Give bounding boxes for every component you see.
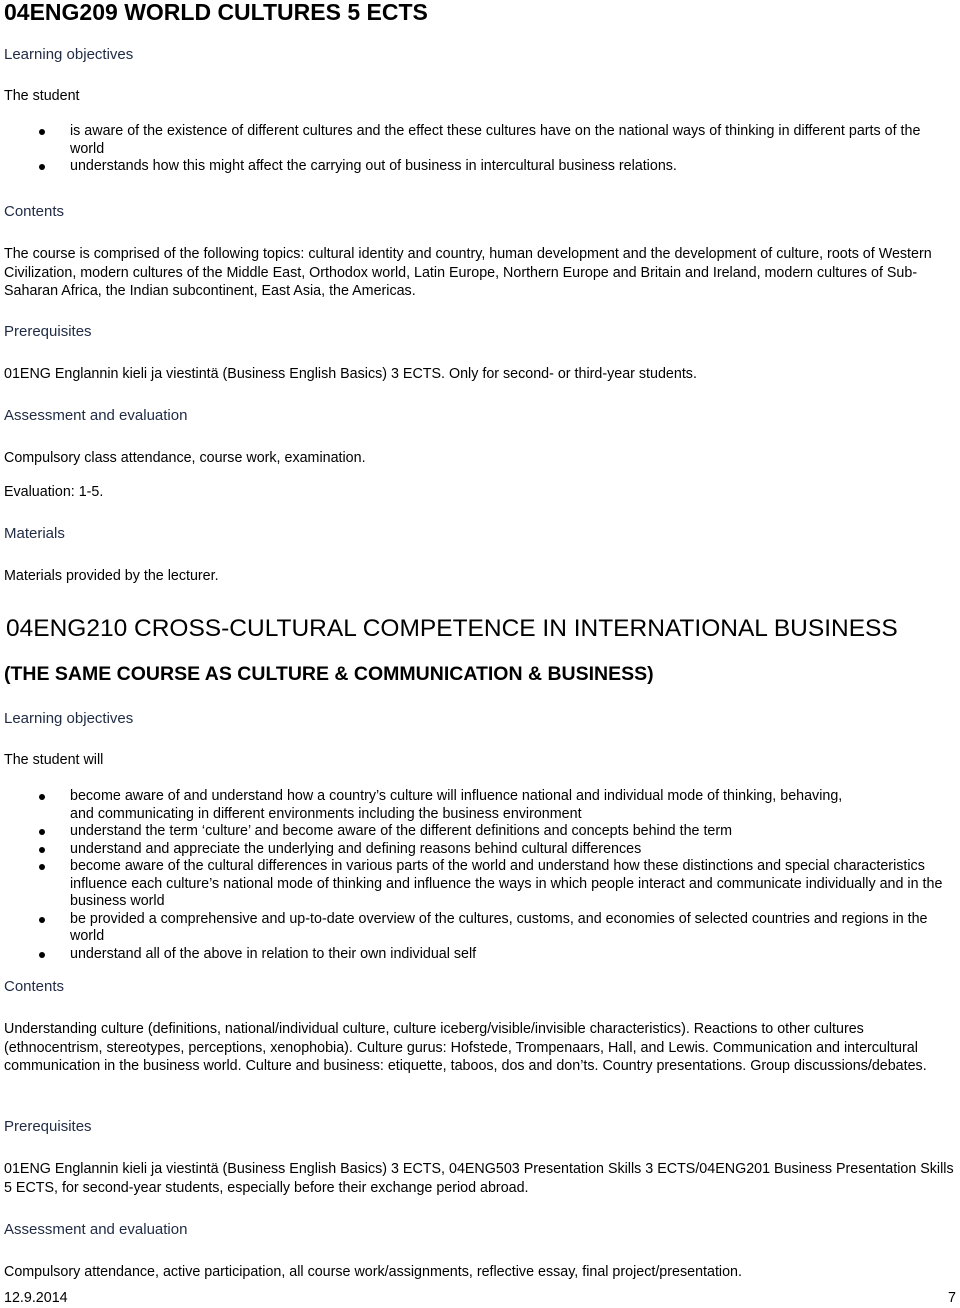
course1-assessment-heading: Assessment and evaluation [4, 407, 188, 424]
bullet-icon [39, 829, 45, 835]
course1-contents-text: The course is comprised of the following topics: cultural identity and country, human development and the development of culture, roots of Western Civilization, modern cultures of the Middle East, Orthodox world, Latin Europe, Northern Europe and Britain and Ireland, modern cultures of Sub-Saharan Africa, the Indian subcontinent, East Asia, the Americas. [4, 246, 932, 300]
bullet-icon [39, 864, 45, 870]
list-item: be provided a comprehensive and up-to-date overview of the cultures, customs, and economies of selected countries and regions in the world [0, 911, 960, 946]
list-item: become aware of and understand how a country’s culture will influence national and individual mode of thinking, behaving, and communicating in different environments including the business environment [0, 788, 960, 823]
bullet-icon [39, 794, 45, 800]
course2-objectives-list [0, 788, 960, 963]
course1-objectives-heading: Learning objectives [4, 46, 134, 63]
course2-objectives-intro: The student will [4, 752, 104, 768]
course2-prerequisites-text: 01ENG Englannin kieli ja viestintä (Business English Basics) 3 ECTS, 04ENG503 Presentation Skills 3 ECTS/04ENG201 Business Presentation Skills 5 ECTS, for second-year students, especially before their exchange period abroad. [4, 1161, 954, 1196]
bullet-icon [39, 917, 45, 923]
list-item: understand the term ‘culture’ and become aware of the different definitions and concepts behind the term [0, 823, 960, 841]
list-item: understand and appreciate the underlying and defining reasons behind cultural differences [0, 841, 960, 859]
course2-title: 04ENG210 CROSS-CULTURAL COMPETENCE IN INTERNATIONAL BUSINESS [6, 615, 898, 642]
course2-objectives-heading: Learning objectives [4, 710, 134, 727]
course2-assessment-heading: Assessment and evaluation [4, 1221, 188, 1238]
course2-subtitle: (THE SAME COURSE AS CULTURE & COMMUNICATION & BUSINESS) [4, 663, 654, 685]
bullet-icon [39, 129, 45, 135]
bullet-icon [39, 847, 45, 853]
course1-materials-heading: Materials [4, 525, 65, 542]
list-item: understand all of the above in relation to their own individual self [0, 946, 960, 964]
course1-evaluation-text: Evaluation: 1-5. [4, 484, 104, 500]
course2-contents-text: Understanding culture (definitions, national/individual culture, culture iceberg/visible/invisible characteristics). Reactions to other cultures (ethnocentrism, stereotypes, perceptions, xenophobia). Culture gurus: Hofstede, Trompenaars, Hall, and Lewis. Communication and intercultural communication in the business world. Culture and business: etiquette, taboos, dos and don’ts. Country presentations. Group discussions/debates. [4, 1021, 927, 1075]
course1-materials-text: Materials provided by the lecturer. [4, 568, 219, 584]
course1-objectives-list [0, 123, 960, 176]
list-item: understands how this might affect the carrying out of business in intercultural business relations. [0, 158, 960, 176]
course1-assessment-text: Compulsory class attendance, course work, examination. [4, 450, 366, 466]
course2-prerequisites-heading: Prerequisites [4, 1118, 92, 1135]
course2-contents-heading: Contents [4, 978, 65, 995]
course2-assessment-text: Compulsory attendance, active participation, all course work/assignments, reflective essay, final project/presentation. [4, 1264, 742, 1280]
course1-objectives-intro: The student [4, 88, 80, 104]
course1-prerequisites-heading: Prerequisites [4, 323, 92, 340]
bullet-icon [39, 164, 45, 170]
course1-title: 04ENG209 WORLD CULTURES 5 ECTS [4, 0, 428, 25]
footer-page-number: 7 [948, 1290, 956, 1306]
list-item: is aware of the existence of different cultures and the effect these cultures have on the national ways of thinking in different parts of the world [0, 123, 960, 158]
course1-contents-heading: Contents [4, 203, 65, 220]
list-item: become aware of the cultural differences in various parts of the world and understand how these distinctions and special characteristics influence each culture’s national mode of thinking and influence the ways in which people interact and communicate individually and in the business world [0, 858, 960, 911]
bullet-icon [39, 952, 45, 958]
course1-prerequisites-text: 01ENG Englannin kieli ja viestintä (Business English Basics) 3 ECTS. Only for second- or third-year students. [4, 366, 697, 382]
footer-date: 12.9.2014 [4, 1290, 68, 1306]
